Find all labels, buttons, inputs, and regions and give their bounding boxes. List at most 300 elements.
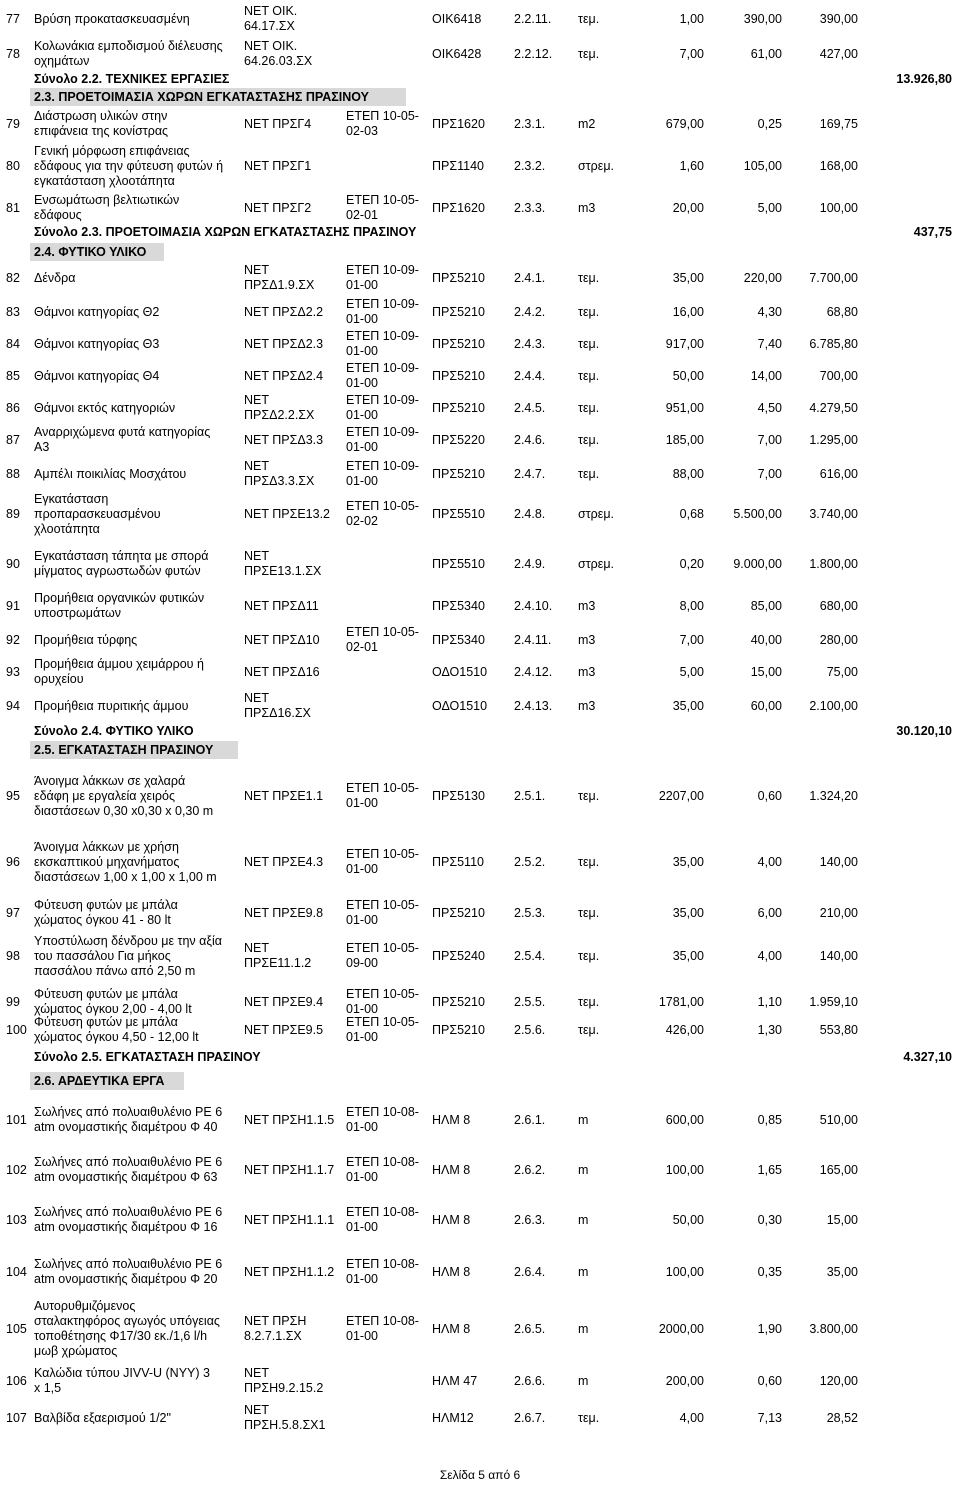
cell-unit: τεμ. xyxy=(578,1023,600,1037)
cell-unit: τεμ. xyxy=(578,949,600,963)
cell-line: 02-03 xyxy=(346,124,378,138)
cell-line: 02-02 xyxy=(346,514,378,528)
cell-line: 01-00 xyxy=(346,1002,378,1016)
cell-art: 2.4.13. xyxy=(514,699,553,713)
cell-line: ΝΕΤ ΠΡΣΗ1.1.1 xyxy=(244,1213,335,1227)
cell-code: ΟΙΚ6428 xyxy=(432,47,482,61)
cell-line: 09-00 xyxy=(346,956,378,970)
cell-code: ΗΛΜ 8 xyxy=(432,1213,471,1227)
cell-line: ΝΕΤ ΠΡΣΔ11 xyxy=(244,599,319,613)
cell-line: ΕΤΕΠ 10-09- xyxy=(346,425,419,439)
cell-price: 0,30 xyxy=(757,1213,782,1227)
cell-line: Φύτευση φυτών με μπάλα xyxy=(34,898,178,912)
cell-line: 02-01 xyxy=(346,640,378,654)
cell-unit: m xyxy=(578,1322,589,1336)
cell-line: ΝΕΤ ΠΡΣΗ xyxy=(244,1314,307,1328)
cell-code: ΠΡΣ5210 xyxy=(432,305,485,319)
cell-line: υποστρωμάτων xyxy=(34,606,121,620)
cell-net xyxy=(244,1366,344,1396)
cell-unit: τεμ. xyxy=(578,995,600,1009)
cell-net xyxy=(244,305,344,320)
cell-price: 0,85 xyxy=(757,1113,782,1127)
cell-line: τοποθέτησης Φ17/30 εκ./1,6 l/h xyxy=(34,1329,208,1343)
cell-unit: στρεμ. xyxy=(578,507,615,521)
cell-art: 2.4.11. xyxy=(514,633,552,647)
cell-qty: 35,00 xyxy=(672,949,704,963)
cell-line: ΠΡΣΕ13.1.ΣΧ xyxy=(244,564,322,578)
cell-line: 8.2.7.1.ΣΧ xyxy=(244,1329,302,1343)
cell-line: ΕΤΕΠ 10-05- xyxy=(346,109,419,123)
cell-line: 01-00 xyxy=(346,278,378,292)
subtotal-value: 437,75 xyxy=(913,225,952,239)
cell-net xyxy=(244,369,344,384)
cell-net xyxy=(244,665,344,680)
cell-line: 01-00 xyxy=(346,408,378,422)
subtotal-label: Σύνολο 2.4. ΦΥΤΙΚΟ ΥΛΙΚΟ xyxy=(34,724,194,738)
cell-line: εδάφη με εργαλεία χειρός xyxy=(34,789,175,803)
cell-desc xyxy=(34,425,244,455)
cell-art: 2.4.2. xyxy=(514,305,546,319)
cell-code: ΗΛΜ12 xyxy=(432,1411,474,1425)
section-header: 2.3. ΠΡΟΕΤΟΙΜΑΣΙΑ ΧΩΡΩΝ ΕΓΚΑΤΑΣΤΑΣΗΣ ΠΡΑΣΙΝΟΥ xyxy=(30,88,406,106)
cell-no: 90 xyxy=(6,557,20,571)
cell-line: ΝΕΤ xyxy=(244,393,269,407)
cell-art: 2.3.2. xyxy=(514,159,546,173)
cell-desc xyxy=(34,1105,244,1135)
cell-line: χλοοτάπητα xyxy=(34,522,100,536)
cell-line: πασσάλου πάνω από 2,50 m xyxy=(34,964,196,978)
cell-net xyxy=(244,906,344,921)
cell-no: 91 xyxy=(6,599,20,613)
cell-line: διαστάσεων 0,30 x0,30 x 0,30 m xyxy=(34,804,214,818)
cell-total: 3.740,00 xyxy=(809,507,858,521)
cell-code: ΠΡΣ5210 xyxy=(432,401,485,415)
cell-art: 2.6.4. xyxy=(514,1265,546,1279)
cell-line: Καλώδια τύπου JIVV-U (NYY) 3 xyxy=(34,1366,210,1380)
cell-total: 210,00 xyxy=(819,906,858,920)
cell-code: ΠΡΣ5510 xyxy=(432,557,485,571)
cell-line: ΠΡΣΔ16.ΣΧ xyxy=(244,706,311,720)
cell-desc xyxy=(34,1155,244,1185)
cell-code: ΠΡΣ5210 xyxy=(432,995,485,1009)
cell-unit: m xyxy=(578,1374,589,1388)
cell-code: ΠΡΣ5210 xyxy=(432,337,485,351)
cell-qty: 35,00 xyxy=(672,855,704,869)
cell-price: 1,90 xyxy=(757,1322,782,1336)
cell-price: 85,00 xyxy=(750,599,782,613)
cell-line: Ενσωμάτωση βελτιωτικών xyxy=(34,193,180,207)
cell-art: 2.5.3. xyxy=(514,906,546,920)
cell-price: 7,40 xyxy=(757,337,782,351)
table-row xyxy=(0,838,960,886)
cell-total: 100,00 xyxy=(819,201,858,215)
cell-qty: 5,00 xyxy=(679,665,704,679)
cell-no: 87 xyxy=(6,433,20,447)
cell-line: ΕΤΕΠ 10-09- xyxy=(346,263,419,277)
cell-art: 2.4.9. xyxy=(514,557,546,571)
cell-desc xyxy=(34,337,244,352)
cell-art: 2.4.3. xyxy=(514,337,546,351)
cell-desc xyxy=(34,369,244,384)
cell-etep xyxy=(346,499,426,529)
cell-total: 140,00 xyxy=(819,949,858,963)
table-row xyxy=(0,1297,960,1361)
cell-unit: m3 xyxy=(578,665,596,679)
cell-no: 89 xyxy=(6,507,20,521)
cell-desc xyxy=(34,1257,244,1287)
cell-art: 2.5.5. xyxy=(514,995,546,1009)
table-row xyxy=(0,932,960,980)
cell-etep xyxy=(346,1205,426,1235)
cell-line: Σωλήνες από πολυαιθυλένιο ΡΕ 6 xyxy=(34,1105,223,1119)
cell-art: 2.2.11. xyxy=(514,12,552,26)
cell-total: 6.785,80 xyxy=(809,337,858,351)
cell-desc xyxy=(34,774,244,819)
cell-net xyxy=(244,117,344,132)
cell-line: ΝΕΤ ΠΡΣΔ2.4 xyxy=(244,369,324,383)
table-row xyxy=(0,897,960,929)
cell-total: 3.800,00 xyxy=(809,1322,858,1336)
cell-desc xyxy=(34,633,244,648)
cell-no: 98 xyxy=(6,949,20,963)
cell-line: ΝΕΤ ΠΡΣΔ16 xyxy=(244,665,320,679)
cell-line: ΝΕΤ ΠΡΣΓ2 xyxy=(244,201,312,215)
table-row xyxy=(0,424,960,456)
cell-price: 15,00 xyxy=(750,665,782,679)
cell-desc xyxy=(34,1366,244,1396)
cell-desc xyxy=(34,1015,244,1045)
cell-line: ΝΕΤ ΟΙΚ. xyxy=(244,39,298,53)
table-row xyxy=(0,490,960,538)
cell-desc xyxy=(34,840,244,885)
cell-line: ΠΡΣΔ1.9.ΣΧ xyxy=(244,278,315,292)
cell-price: 220,00 xyxy=(743,271,782,285)
cell-line: 02-01 xyxy=(346,208,378,222)
cell-art: 2.5.1. xyxy=(514,789,546,803)
cell-desc xyxy=(34,193,244,223)
cell-net xyxy=(244,1265,344,1280)
cell-code: ΟΔΟ1510 xyxy=(432,665,488,679)
table-row xyxy=(0,192,960,224)
cell-net xyxy=(244,459,344,489)
cell-unit: στρεμ. xyxy=(578,557,615,571)
cell-unit: τεμ. xyxy=(578,271,600,285)
cell-code: ΠΡΣ1140 xyxy=(432,159,484,173)
cell-art: 2.6.6. xyxy=(514,1374,546,1388)
cell-line: 01-00 xyxy=(346,913,378,927)
cell-etep xyxy=(346,459,426,489)
cell-line: ΝΕΤ ΟΙΚ. xyxy=(244,4,298,18)
cell-art: 2.6.5. xyxy=(514,1322,546,1336)
cell-price: 60,00 xyxy=(750,699,782,713)
cell-desc xyxy=(34,109,244,139)
cell-price: 1,30 xyxy=(757,1023,782,1037)
cell-net xyxy=(244,507,344,522)
cell-line: ΝΕΤ xyxy=(244,459,269,473)
cell-etep xyxy=(346,987,426,1017)
cell-line: ΕΤΕΠ 10-05- xyxy=(346,781,419,795)
subtotal-value: 4.327,10 xyxy=(903,1050,952,1064)
cell-price: 14,00 xyxy=(750,369,782,383)
cell-no: 95 xyxy=(6,789,20,803)
cell-net xyxy=(244,789,344,804)
cell-desc xyxy=(34,305,244,320)
cell-line: ΕΤΕΠ 10-09- xyxy=(346,297,419,311)
cell-net xyxy=(244,691,344,721)
cell-line: ΝΕΤ ΠΡΣΔ10 xyxy=(244,633,320,647)
cell-unit: m2 xyxy=(578,117,596,131)
cell-unit: m xyxy=(578,1163,589,1177)
cell-total: 165,00 xyxy=(819,1163,858,1177)
cell-no: 106 xyxy=(6,1374,27,1388)
cell-code: ΠΡΣ1620 xyxy=(432,201,485,215)
cell-line: Σωλήνες από πολυαιθυλένιο ΡΕ 6 xyxy=(34,1155,223,1169)
cell-line: Θάμνοι κατηγορίας Θ3 xyxy=(34,337,160,351)
cell-total: 427,00 xyxy=(819,47,858,61)
table-row xyxy=(0,690,960,722)
page-footer: Σελίδα 5 από 6 xyxy=(439,1468,521,1482)
cell-unit: τεμ. xyxy=(578,433,600,447)
cell-etep xyxy=(346,329,426,359)
cell-line: ΝΕΤ ΠΡΣΔ2.3 xyxy=(244,337,324,351)
cell-net xyxy=(244,337,344,352)
cell-total: 169,75 xyxy=(819,117,858,131)
cell-art: 2.6.3. xyxy=(514,1213,546,1227)
table-row xyxy=(0,1204,960,1236)
cell-code: ΗΛΜ 8 xyxy=(432,1322,471,1336)
cell-etep xyxy=(346,193,426,223)
cell-unit: τεμ. xyxy=(578,337,600,351)
cell-line: ΕΤΕΠ 10-08- xyxy=(346,1257,419,1271)
cell-code: ΠΡΣ5130 xyxy=(432,789,485,803)
table-row xyxy=(0,2,960,36)
cell-no: 94 xyxy=(6,699,20,713)
cell-qty: 426,00 xyxy=(665,1023,704,1037)
cell-line: ΕΤΕΠ 10-05- xyxy=(346,193,419,207)
cell-line: ΕΤΕΠ 10-08- xyxy=(346,1105,419,1119)
cell-line: ΝΕΤ ΠΡΣΗ1.1.2 xyxy=(244,1265,335,1279)
cell-line: 01-00 xyxy=(346,1030,378,1044)
cell-net xyxy=(244,1314,344,1344)
cell-qty: 100,00 xyxy=(665,1163,704,1177)
cell-qty: 100,00 xyxy=(665,1265,704,1279)
cell-art: 2.2.12. xyxy=(514,47,553,61)
cell-line: Άνοιγμα λάκκων με χρήση xyxy=(34,840,179,854)
cell-total: 510,00 xyxy=(819,1113,858,1127)
cell-qty: 200,00 xyxy=(665,1374,704,1388)
cell-code: ΠΡΣ1620 xyxy=(432,117,485,131)
cell-qty: 917,00 xyxy=(665,337,704,351)
cell-line: ορυχείου xyxy=(34,672,84,686)
cell-net xyxy=(244,1113,344,1128)
cell-net xyxy=(244,201,344,216)
table-row xyxy=(0,1365,960,1397)
cell-line: 01-00 xyxy=(346,376,378,390)
cell-line: μωβ χρώματος xyxy=(34,1344,118,1358)
cell-total: 75,00 xyxy=(826,665,858,679)
cell-no: 83 xyxy=(6,305,20,319)
table-row xyxy=(0,38,960,70)
cell-qty: 20,00 xyxy=(672,201,704,215)
cell-code: ΠΡΣ5210 xyxy=(432,271,485,285)
cell-line: 01-00 xyxy=(346,1220,378,1234)
cell-line: 64.17.ΣΧ xyxy=(244,19,295,33)
cell-net xyxy=(244,39,344,69)
cell-qty: 0,68 xyxy=(679,507,704,521)
table-row xyxy=(0,296,960,328)
cell-line: διαστάσεων 1,00 x 1,00 x 1,00 m xyxy=(34,870,217,884)
cell-line: Βαλβίδα εξαερισμού 1/2" xyxy=(34,1411,171,1425)
cell-unit: m xyxy=(578,1213,589,1227)
cell-code: ΗΛΜ 8 xyxy=(432,1163,471,1177)
cell-code: ΠΡΣ5210 xyxy=(432,369,485,383)
cell-etep xyxy=(346,898,426,928)
cell-line: Γενική μόρφωση επιφάνειας xyxy=(34,144,190,158)
cell-net xyxy=(244,995,344,1010)
cell-qty: 50,00 xyxy=(672,1213,704,1227)
cell-line: εδάφους xyxy=(34,208,82,222)
cell-line: Θάμνοι εκτός κατηγοριών xyxy=(34,401,176,415)
cell-total: 616,00 xyxy=(819,467,858,481)
cell-etep xyxy=(346,297,426,327)
cell-qty: 679,00 xyxy=(665,117,704,131)
cell-line: 01-00 xyxy=(346,1272,378,1286)
cell-no: 104 xyxy=(6,1265,27,1279)
cell-qty: 7,00 xyxy=(679,633,704,647)
cell-net xyxy=(244,599,344,614)
cell-art: 2.5.6. xyxy=(514,1023,546,1037)
cell-price: 0,25 xyxy=(757,117,782,131)
cell-price: 4,00 xyxy=(757,855,782,869)
cell-code: ΠΡΣ5240 xyxy=(432,949,485,963)
cell-desc xyxy=(34,12,244,27)
cell-etep xyxy=(346,263,426,293)
cell-code: ΠΡΣ5510 xyxy=(432,507,485,521)
cell-line: x 1,5 xyxy=(34,1381,62,1395)
cell-total: 140,00 xyxy=(819,855,858,869)
cell-etep xyxy=(346,1015,426,1045)
cell-line: ΝΕΤ xyxy=(244,1403,269,1417)
section-header: 2.5. ΕΓΚΑΤΑΣΤΑΣΗ ΠΡΑΣΙΝΟΥ xyxy=(30,741,238,759)
cell-price: 7,00 xyxy=(757,467,782,481)
cell-no: 99 xyxy=(6,995,20,1009)
cell-unit: m3 xyxy=(578,699,596,713)
cell-line: Αναρριχώμενα φυτά κατηγορίας xyxy=(34,425,211,439)
cell-line: ΝΕΤ ΠΡΣΗ1.1.7 xyxy=(244,1163,335,1177)
cell-qty: 1781,00 xyxy=(658,995,704,1009)
cell-unit: τεμ. xyxy=(578,467,600,481)
cell-net xyxy=(244,855,344,870)
subtotal-value: 30.120,10 xyxy=(896,724,952,738)
cell-desc xyxy=(34,401,244,416)
cell-line: ΕΤΕΠ 10-09- xyxy=(346,459,419,473)
cell-desc xyxy=(34,271,244,286)
cell-total: 1.324,20 xyxy=(809,789,858,803)
section-header: 2.4. ΦΥΤΙΚΟ ΥΛΙΚΟ xyxy=(30,243,164,261)
cell-code: ΠΡΣ5210 xyxy=(432,906,485,920)
cell-line: ΝΕΤ xyxy=(244,263,269,277)
cell-etep xyxy=(346,425,426,455)
cell-line: ΕΤΕΠ 10-08- xyxy=(346,1155,419,1169)
cell-etep xyxy=(346,1155,426,1185)
cell-line: 01-00 xyxy=(346,1120,378,1134)
cell-line: Βρύση προκατασκευασμένη xyxy=(34,12,190,26)
cell-unit: m3 xyxy=(578,633,596,647)
cell-desc xyxy=(34,898,244,928)
section-header: 2.6. ΑΡΔΕΥΤΙΚΑ ΕΡΓΑ xyxy=(30,1072,184,1090)
cell-etep xyxy=(346,109,426,139)
cell-no: 107 xyxy=(6,1411,27,1425)
cell-price: 40,00 xyxy=(750,633,782,647)
cell-etep xyxy=(346,847,426,877)
cell-line: Διάστρωση υλικών στην xyxy=(34,109,168,123)
cell-price: 1,10 xyxy=(757,995,782,1009)
cell-line: ΝΕΤ ΠΡΣΓ4 xyxy=(244,117,312,131)
cell-line: ΕΤΕΠ 10-05- xyxy=(346,847,419,861)
cell-qty: 600,00 xyxy=(665,1113,704,1127)
cell-line: ΝΕΤ xyxy=(244,1366,269,1380)
cell-qty: 1,60 xyxy=(679,159,704,173)
cell-qty: 2207,00 xyxy=(658,789,704,803)
cell-no: 97 xyxy=(6,906,20,920)
cell-art: 2.4.5. xyxy=(514,401,546,415)
cell-desc xyxy=(34,467,244,482)
cell-no: 85 xyxy=(6,369,20,383)
cell-desc xyxy=(34,657,244,687)
cell-art: 2.6.1. xyxy=(514,1113,546,1127)
cell-code: ΠΡΣ5210 xyxy=(432,1023,485,1037)
cell-line: Προμήθεια άμμου χειμάρρου ή xyxy=(34,657,204,671)
cell-total: 4.279,50 xyxy=(809,401,858,415)
cell-line: ΝΕΤ xyxy=(244,691,269,705)
cell-net xyxy=(244,393,344,423)
cell-net xyxy=(244,159,344,174)
cell-etep xyxy=(346,1105,426,1135)
cell-code: ΠΡΣ5340 xyxy=(432,633,485,647)
cell-unit: τεμ. xyxy=(578,401,600,415)
table-row xyxy=(0,624,960,656)
cell-unit: τεμ. xyxy=(578,369,600,383)
cell-line: Υποστύλωση δένδρου με την αξία xyxy=(34,934,222,948)
cell-code: ΗΛΜ 47 xyxy=(432,1374,478,1388)
cell-line: Φύτευση φυτών με μπάλα xyxy=(34,987,178,1001)
cell-no: 81 xyxy=(6,201,20,215)
cell-art: 2.6.7. xyxy=(514,1411,546,1425)
cell-desc xyxy=(34,1299,244,1359)
cell-price: 61,00 xyxy=(750,47,782,61)
table-row xyxy=(0,262,960,294)
cell-qty: 16,00 xyxy=(672,305,704,319)
cell-line: ΝΕΤ ΠΡΣΗ1.1.5 xyxy=(244,1113,335,1127)
cell-line: 01-00 xyxy=(346,1329,378,1343)
cell-unit: τεμ. xyxy=(578,12,600,26)
cell-total: 1.800,00 xyxy=(809,557,858,571)
cell-total: 280,00 xyxy=(819,633,858,647)
cell-no: 77 xyxy=(6,12,20,26)
cell-price: 9.000,00 xyxy=(733,557,782,571)
cell-total: 35,00 xyxy=(826,1265,858,1279)
cell-code: ΗΛΜ 8 xyxy=(432,1265,471,1279)
table-row xyxy=(0,142,960,190)
cell-no: 79 xyxy=(6,117,20,131)
cell-unit: τεμ. xyxy=(578,906,600,920)
cell-code: ΟΙΚ6418 xyxy=(432,12,482,26)
table-row xyxy=(0,772,960,820)
cell-line: ΝΕΤ ΠΡΣΓ1 xyxy=(244,159,312,173)
cell-total: 680,00 xyxy=(819,599,858,613)
cell-line: προπαρασκευασμένου xyxy=(34,507,161,521)
cell-price: 105,00 xyxy=(743,159,782,173)
